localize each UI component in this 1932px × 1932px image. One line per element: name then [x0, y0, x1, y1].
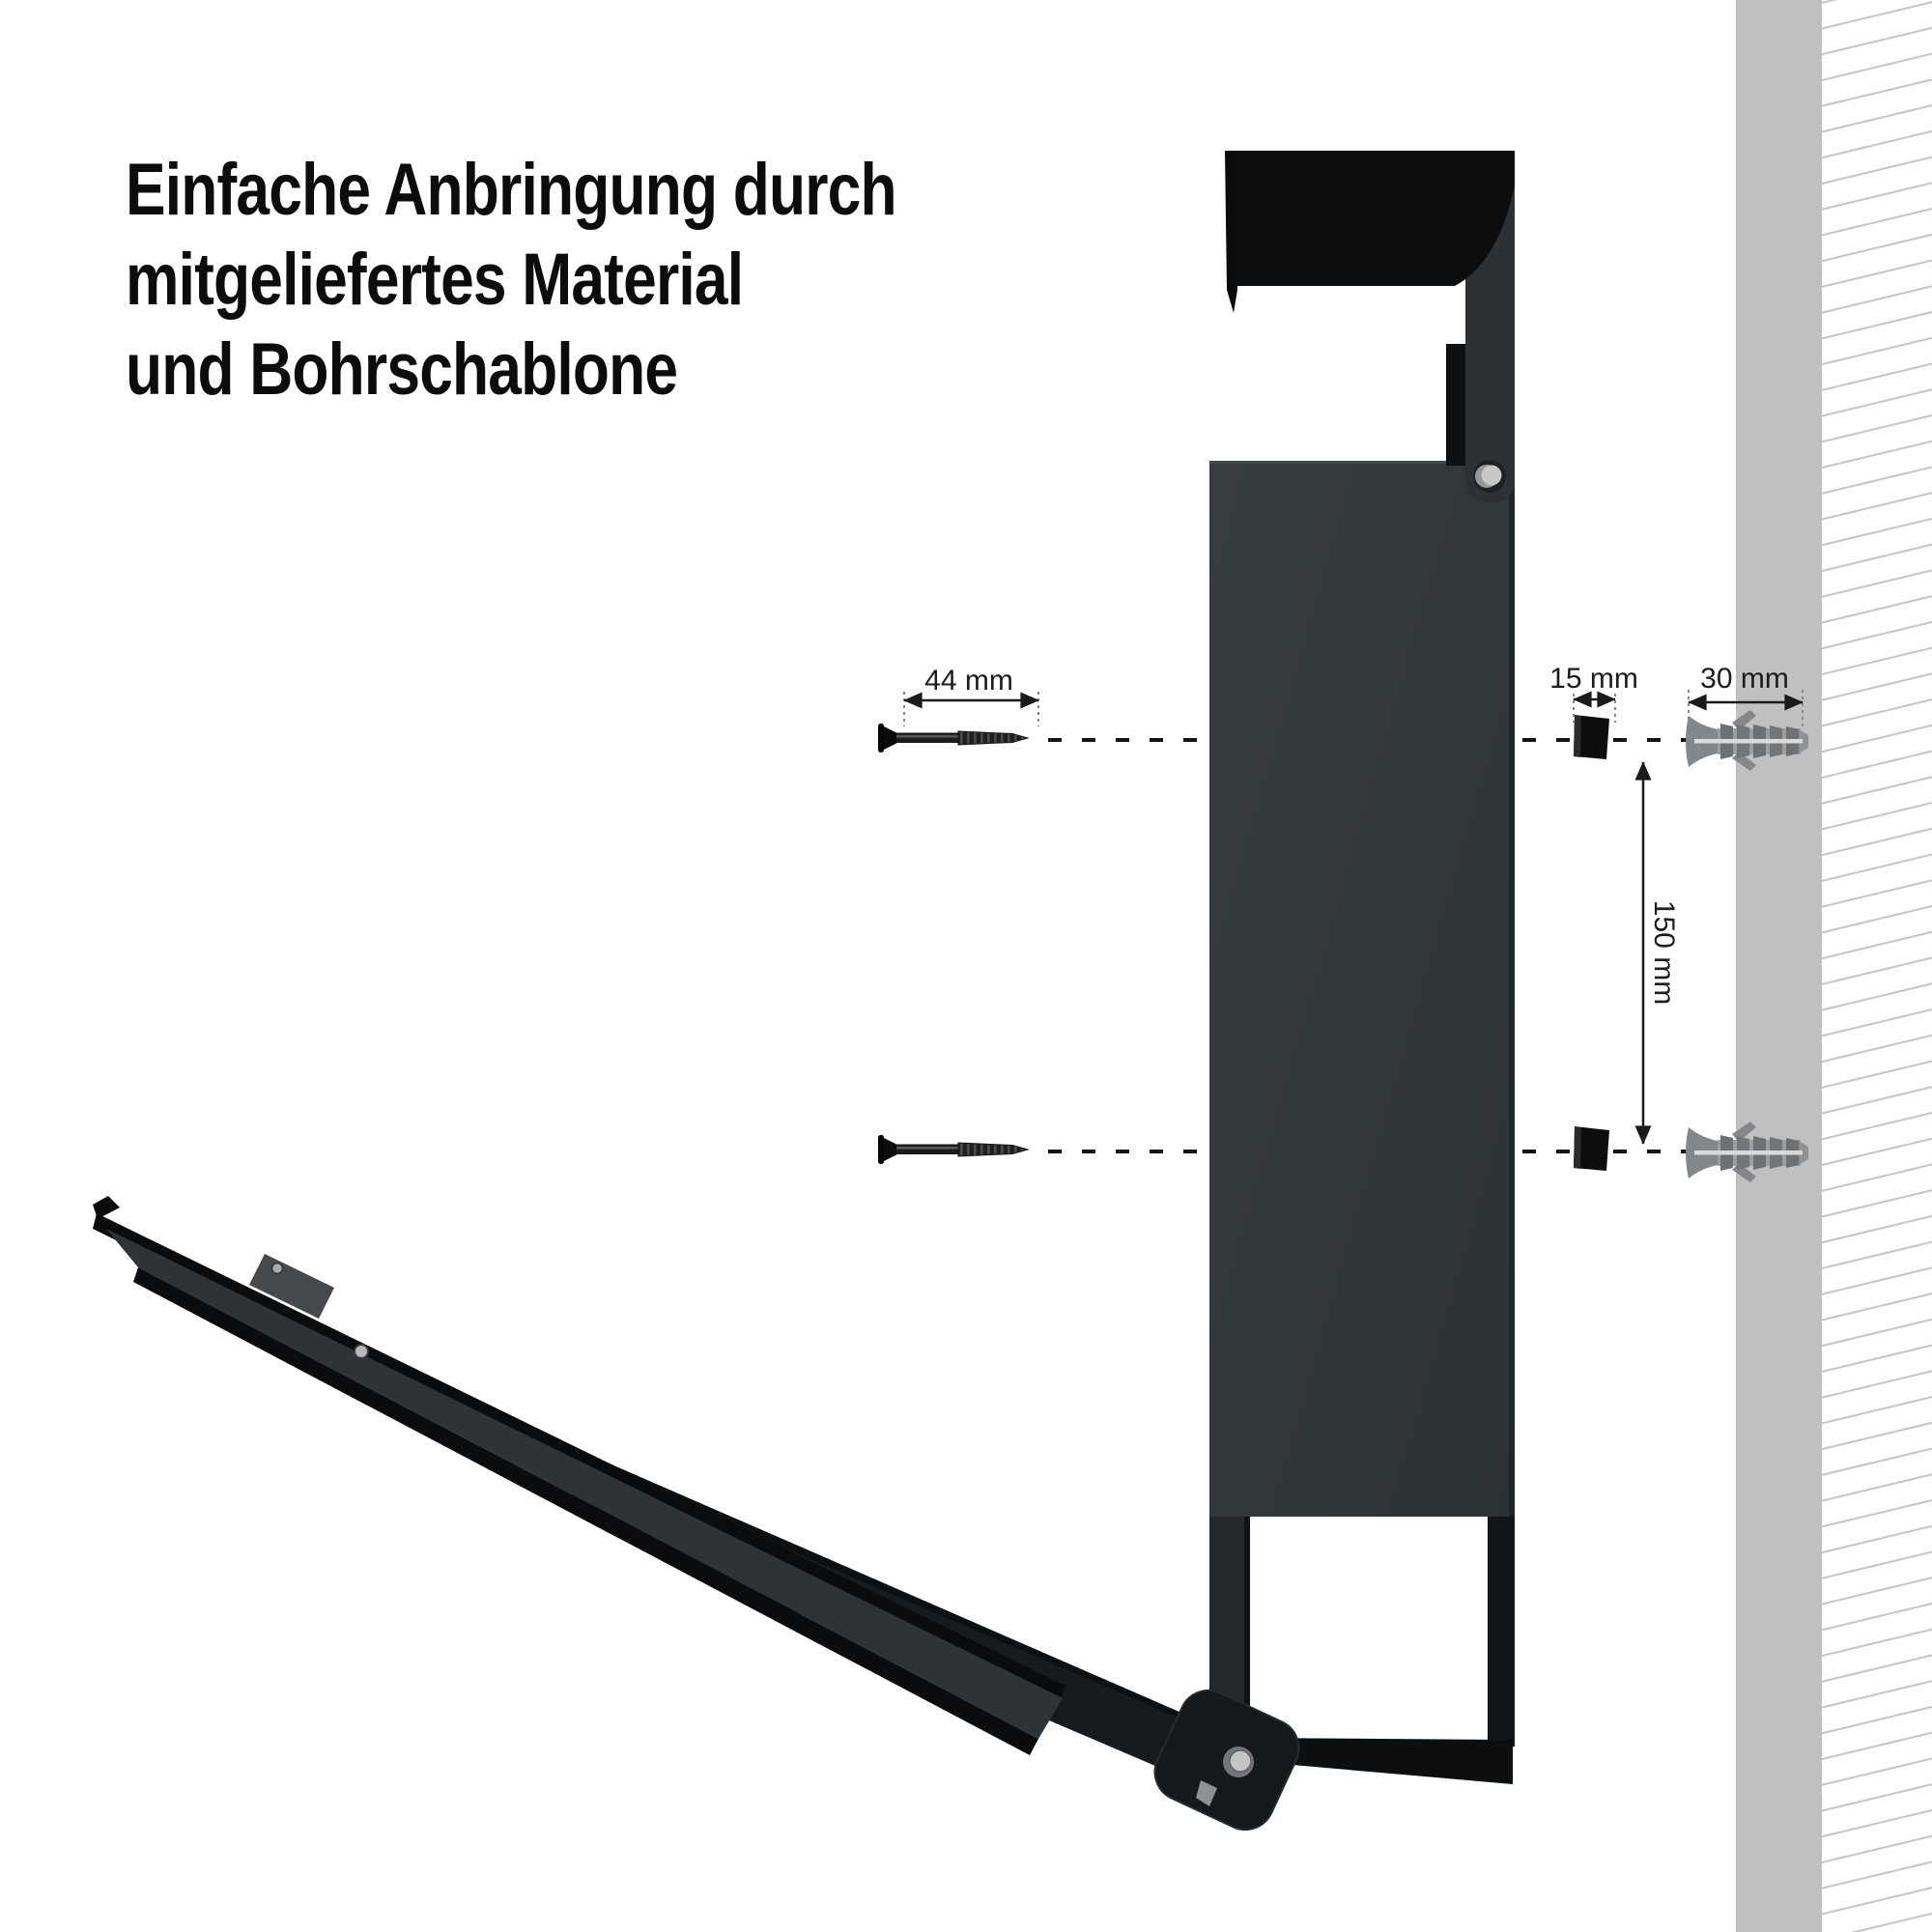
arm-pivot-screw-icon	[1230, 1750, 1251, 1772]
hook-front-face	[1237, 151, 1515, 286]
arm-segment-screw-icon	[355, 1345, 368, 1358]
screw-length-label: 44 mm	[924, 665, 1013, 696]
wood-screw-icon	[878, 1135, 1028, 1164]
shelf-plate-bottom-edge	[133, 1267, 1038, 1755]
hook-back-strip	[1446, 344, 1467, 466]
headline-line-2: mitgeliefertes Material	[126, 239, 744, 321]
spacer-block-icon	[1574, 1126, 1609, 1171]
wall-hatch-section	[1822, 0, 1932, 1932]
spacer-thickness-label: 15 mm	[1549, 663, 1638, 695]
wood-screw-icon	[878, 724, 1028, 753]
hook-pivot-screw-icon	[1482, 466, 1502, 486]
wall-band	[1736, 0, 1822, 1932]
dimension-screw-length	[904, 665, 1038, 726]
bracket-frame-right-strut	[1488, 1515, 1515, 1747]
hole-spacing-label: 150 mm	[1648, 899, 1680, 1006]
headline-line-1: Einfache Anbringung durch	[126, 149, 896, 231]
bracket-folding-arm	[93, 1196, 1308, 1839]
bracket-main-plate	[1209, 461, 1515, 1517]
bracket-main-plate-right-edge	[1509, 461, 1515, 1517]
headline-line-3: und Bohrschablone	[126, 328, 678, 411]
dimension-hole-spacing	[1643, 762, 1680, 1144]
dimension-spacer-thickness	[1549, 663, 1638, 723]
wall-plug-length-label: 30 mm	[1700, 663, 1789, 695]
bracket-top-hook	[1225, 151, 1515, 502]
spacer-block-icon	[1574, 715, 1609, 759]
headline	[126, 145, 1076, 414]
shelf-plate-face	[106, 1229, 1063, 1739]
hook-left-flange	[1225, 151, 1237, 313]
clamp-screw-icon	[272, 1264, 283, 1274]
